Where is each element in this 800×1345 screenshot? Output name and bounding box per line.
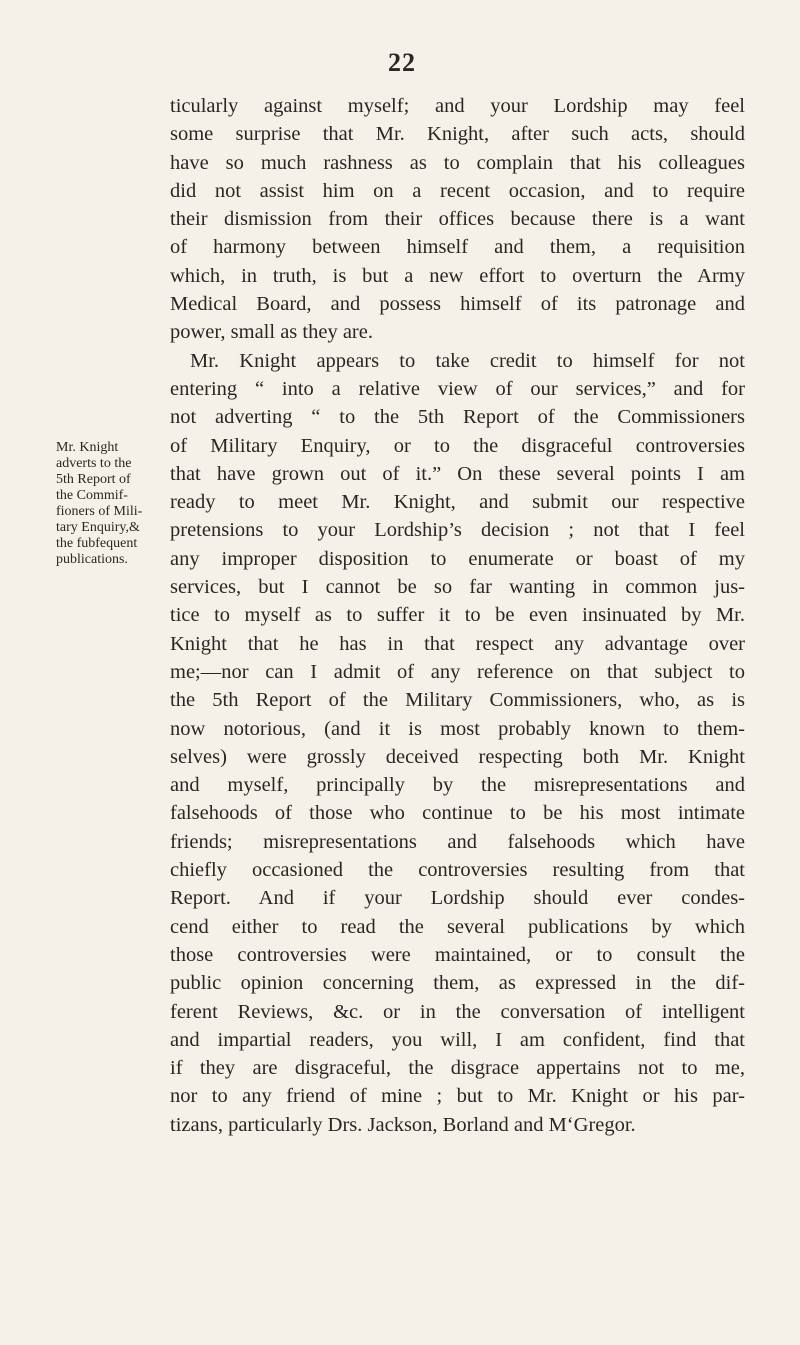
text-line: selves) were grossly deceived respecting both Mr. Knight [170, 745, 745, 768]
text-line: public opinion concerning them, as expressed in the dif- [170, 972, 745, 995]
text-line: that have grown out of it.” On these several points I am [170, 462, 745, 485]
text-line: have so much rashness as to complain that his colleagues [170, 151, 745, 174]
text-line: of Military Enquiry, or to the disgraceful controversies [170, 434, 745, 457]
text-line: pretensions to your Lordship’s decision ; not that I feel [170, 519, 745, 542]
text-line: entering “ into a relative view of our services,” and for [170, 377, 745, 400]
text-line: falsehoods of those who continue to be his most intimate [170, 802, 745, 825]
text-line: ferent Reviews, &c. or in the conversation of intelligent [170, 1000, 745, 1023]
margin-note-line: Mr. Knight [56, 440, 119, 455]
text-line: their dismission from their offices because there is a want [170, 208, 745, 231]
text-line: Report. And if your Lordship should ever condes- [170, 887, 745, 910]
text-line: if they are disgraceful, the disgrace appertains not to me, [170, 1057, 745, 1080]
text-line: services, but I cannot be so far wanting in common jus- [170, 576, 745, 599]
text-line: and myself, principally by the misrepresentations and [170, 774, 745, 797]
text-line: any improper disposition to enumerate or boast of my [170, 547, 745, 570]
text-line: some surprise that Mr. Knight, after such acts, should [170, 123, 745, 146]
text-line: cend either to read the several publications by which [170, 915, 745, 938]
margin-note [56, 440, 162, 568]
text-line: did not assist him on a recent occasion, and to require [170, 179, 745, 202]
text-line: those controversies were maintained, or to consult the [170, 943, 745, 966]
text-line: and impartial readers, you will, I am confident, find that [170, 1028, 745, 1051]
text-line: the 5th Report of the Military Commissioners, who, as is [170, 689, 745, 712]
text-line: of harmony between himself and them, a requisition [170, 236, 745, 259]
text-line: ticularly against myself; and your Lordship may feel [170, 95, 745, 117]
text-line: which, in truth, is but a new effort to overturn the Army [170, 264, 745, 287]
margin-note-line: the fubfequent [56, 536, 138, 551]
text-line: power, small as they are. [170, 321, 373, 344]
text-line: nor to any friend of mine ; but to Mr. Knight or his par- [170, 1085, 745, 1108]
text-line: friends; misrepresentations and falsehoods which have [170, 830, 745, 853]
margin-note-line: publications. [56, 552, 128, 567]
margin-note-line: fioners of Mili- [56, 504, 143, 519]
margin-note-line: 5th Report of [56, 472, 131, 487]
text-line: Medical Board, and possess himself of its patronage and [170, 293, 745, 316]
text-line: tice to myself as to suffer it to be even insinuated by Mr. [170, 604, 745, 627]
text-line: ready to meet Mr. Knight, and submit our respective [170, 491, 745, 514]
body-text [170, 92, 745, 1139]
text-line: me;—nor can I admit of any reference on that subject to [170, 660, 745, 683]
text-line: Mr. Knight appears to take credit to himself for not [190, 349, 745, 372]
text-line: now notorious, (and it is most probably known to them- [170, 717, 745, 740]
text-line: not adverting “ to the 5th Report of the Commissioners [170, 406, 745, 429]
text-line: tizans, particularly Drs. Jackson, Borland and M‘Gregor. [170, 1113, 636, 1136]
text-line: Knight that he has in that respect any advantage over [170, 632, 745, 655]
margin-note-line: the Commif- [56, 488, 128, 503]
margin-note-line: adverts to the [56, 456, 132, 471]
page-number: 22 [388, 48, 416, 77]
margin-note-line: tary Enquiry,& [56, 520, 140, 535]
text-line: chiefly occasioned the controversies resulting from that [170, 859, 745, 882]
